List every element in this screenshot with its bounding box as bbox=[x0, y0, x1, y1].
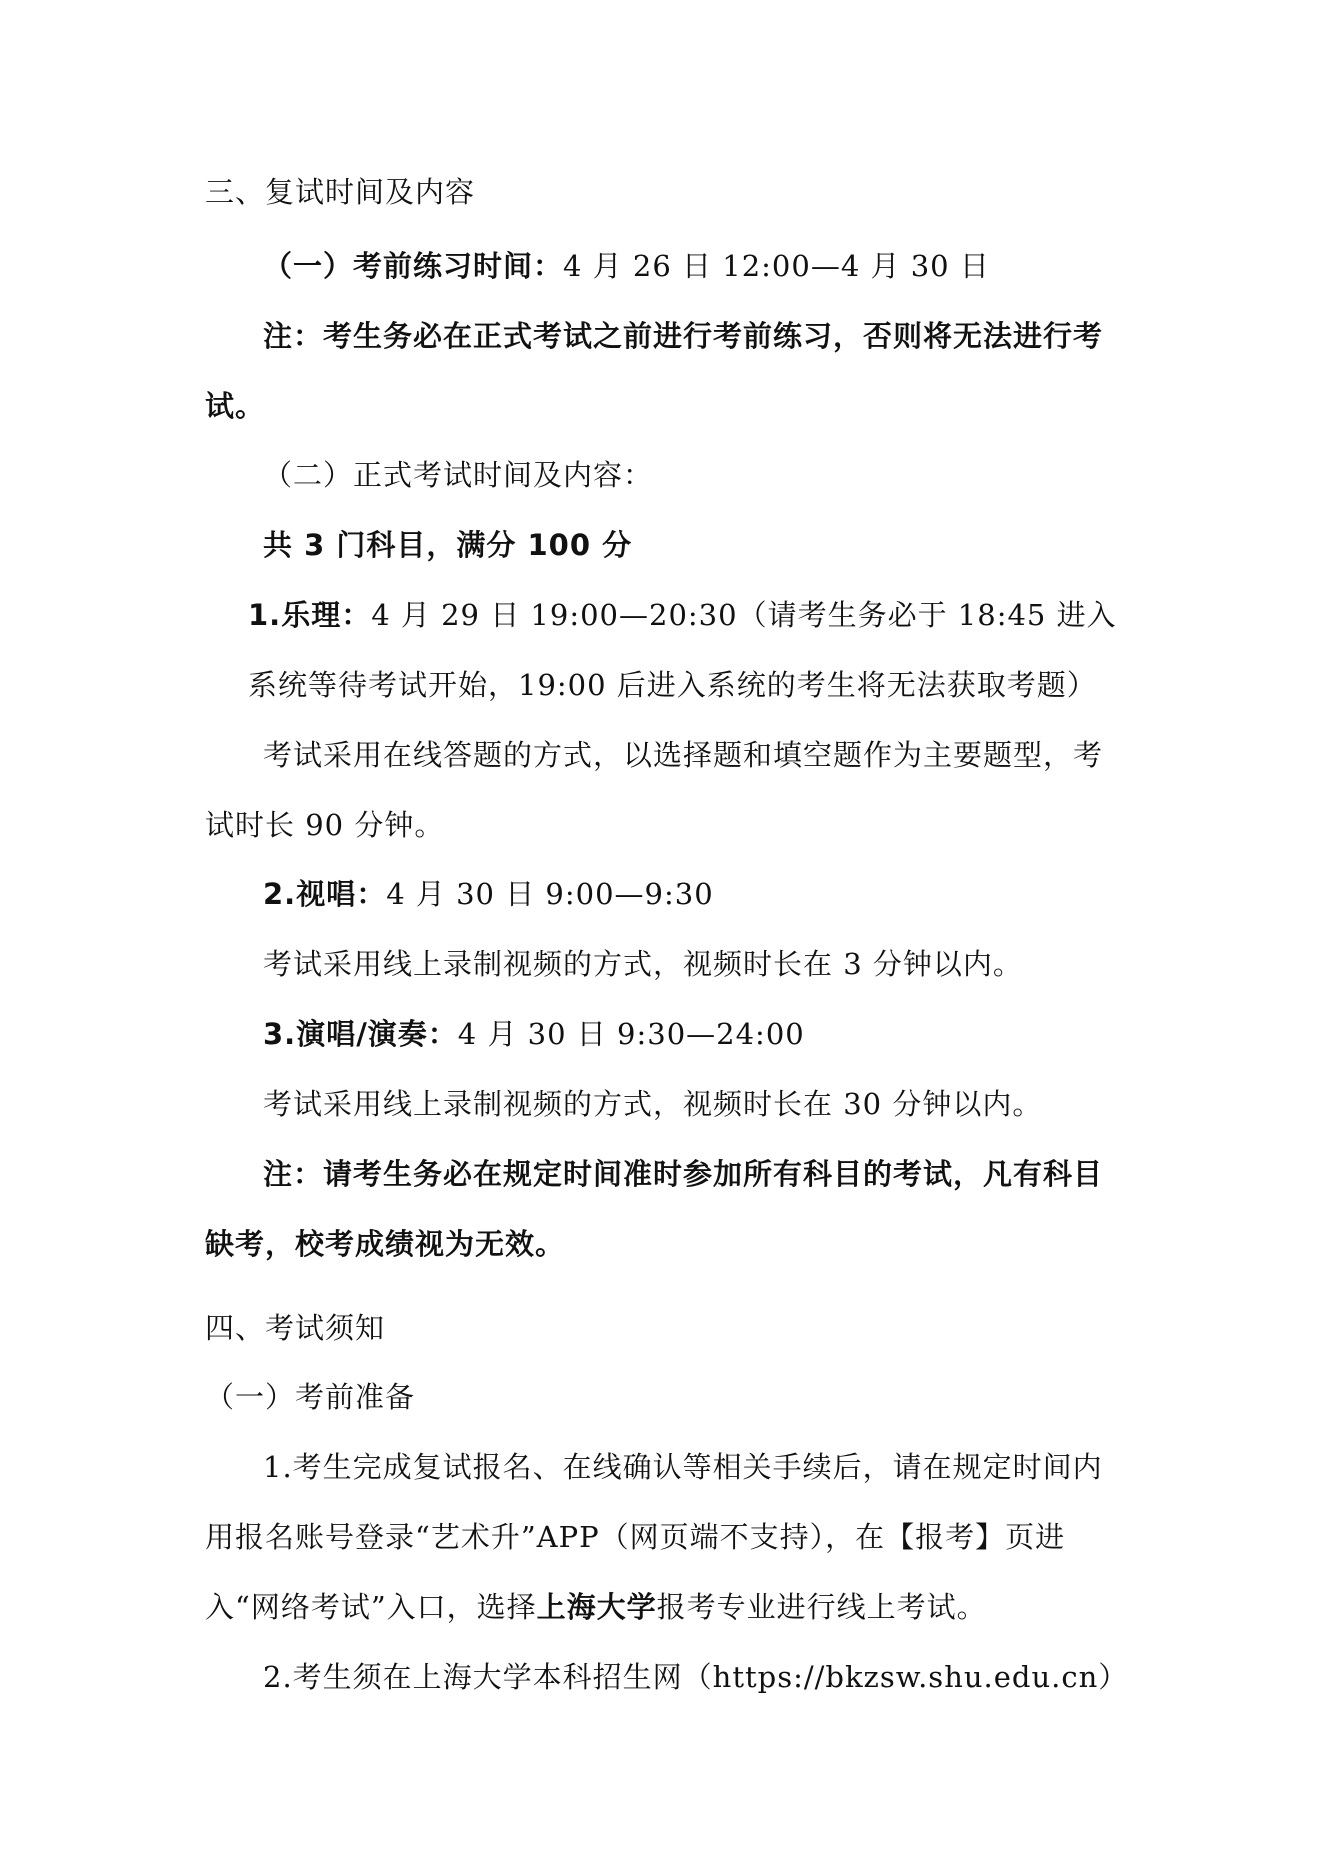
item-3-line bbox=[263, 1014, 805, 1054]
item-2-desc: 考试采用线上录制视频的方式，视频时长在 3 分钟以内。 bbox=[263, 947, 1023, 981]
item-3-time: 4 月 30 日 9:30—24:00 bbox=[457, 1017, 805, 1051]
practice-label: （一）考前练习时间： bbox=[263, 249, 564, 283]
prep-p1-line-3-start: 入“网络考试”入口，选择 bbox=[205, 1590, 537, 1624]
item-2-label: 2.视唱： bbox=[263, 877, 387, 911]
note-1-line-1: 注：考生务必在正式考试之前进行考前练习，否则将无法进行考 bbox=[263, 319, 1104, 353]
prep-p1-line-2: 用报名账号登录“艺术升”APP（网页端不支持），在【报考】页进 bbox=[205, 1520, 1066, 1554]
item-2-line bbox=[263, 874, 714, 914]
prep-p2-line-1: 2.考生须在上海大学本科招生网（https://bkzsw.shu.edu.cn） bbox=[263, 1660, 1129, 1694]
item-1-time: 4 月 29 日 19:00—20:30（请考生务必于 18:45 进入 bbox=[371, 598, 1117, 632]
prep-p1-line-1: 1.考生完成复试报名、在线确认等相关手续后，请在规定时间内 bbox=[263, 1450, 1103, 1484]
item-1-line-1 bbox=[248, 595, 1117, 635]
subjects-summary: 共 3 门科目，满分 100 分 bbox=[263, 528, 633, 562]
item-1-desc-line-1: 考试采用在线答题的方式，以选择题和填空题作为主要题型，考 bbox=[263, 738, 1104, 772]
university-name: 上海大学 bbox=[536, 1590, 657, 1624]
prep-p1-line-3-end: 报考专业进行线上考试。 bbox=[656, 1590, 987, 1624]
formal-exam-heading: （二）正式考试时间及内容： bbox=[263, 458, 654, 492]
note-1-line-2: 试。 bbox=[205, 389, 266, 423]
item-3-label: 3.演唱/演奏： bbox=[263, 1017, 458, 1051]
note-2-line-1: 注：请考生务必在规定时间准时参加所有科目的考试，凡有科目 bbox=[263, 1157, 1104, 1191]
prep-p1-line-3 bbox=[205, 1587, 987, 1627]
item-3-desc: 考试采用线上录制视频的方式，视频时长在 30 分钟以内。 bbox=[263, 1087, 1043, 1121]
item-1-desc-line-2: 试时长 90 分钟。 bbox=[205, 808, 445, 842]
item-2-time: 4 月 30 日 9:00—9:30 bbox=[386, 877, 714, 911]
note-2-line-2: 缺考，校考成绩视为无效。 bbox=[205, 1227, 566, 1261]
practice-time: 4 月 26 日 12:00—4 月 30 日 bbox=[563, 249, 990, 283]
prep-subheading: （一）考前准备 bbox=[205, 1380, 416, 1414]
section-4-heading: 四、考试须知 bbox=[205, 1311, 386, 1345]
item-1-label: 1.乐理： bbox=[248, 598, 372, 632]
practice-time-line bbox=[263, 246, 990, 286]
item-1-line-2: 系统等待考试开始，19:00 后进入系统的考生将无法获取考题） bbox=[248, 668, 1097, 702]
section-3-heading: 三、复试时间及内容 bbox=[205, 175, 476, 209]
